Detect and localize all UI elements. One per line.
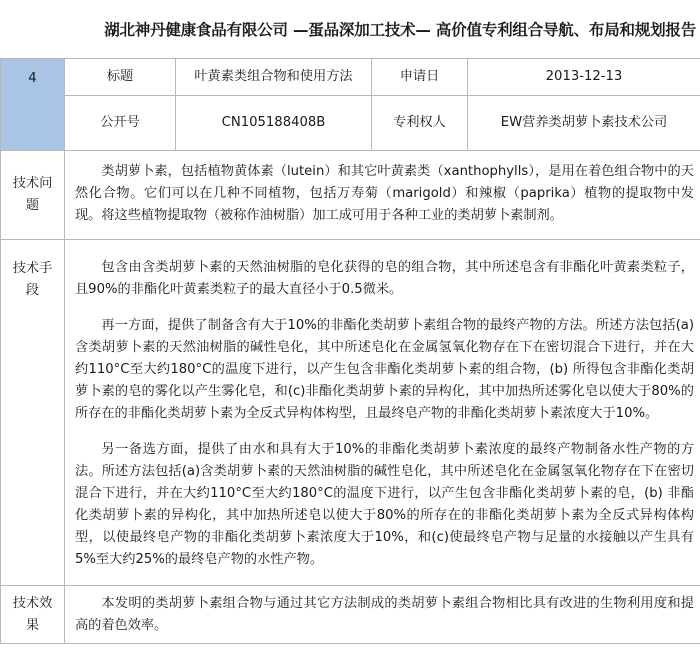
means-paragraph-1: 包含由含类胡萝卜素的天然油树脂的皂化获得的皂的组合物，其中所述皂含有非酯化叶黄素类粒子，且90%的非酯化叶黄素类粒子的最大直径小于0.5微米。 xyxy=(75,260,694,297)
date-value: 2013-12-13 xyxy=(468,59,700,96)
problem-label: 技术问题 xyxy=(1,151,65,240)
report-header xyxy=(0,0,700,58)
table-row-publication xyxy=(1,96,700,151)
report-title: 湖北神丹健康食品有限公司 —蛋品深加工技术— 高价值专利组合导航、布局和规划报告 xyxy=(104,21,696,39)
problem-content xyxy=(65,151,700,240)
effect-label: 技术效果 xyxy=(1,586,65,644)
holder-value: EW营养类胡萝卜素技术公司 xyxy=(468,96,700,151)
holder-label: 专利权人 xyxy=(372,96,468,151)
table-row-title xyxy=(1,59,700,96)
means-content xyxy=(65,240,700,586)
table-row-means xyxy=(1,240,700,586)
title-value: 叶黄素类组合物和使用方法 xyxy=(176,59,372,96)
pub-value: CN105188408B xyxy=(176,96,372,151)
problem-text: 类胡萝卜素，包括植物黄体素（lutein）和其它叶黄素类（xanthophylls），是用在着色组合物中的天然化合物。它们可以在几种不同植物，包括万寿菊（marigold）和辣椒（paprika）植物的提取物中发现。将这些植物提取物（被称作油树脂）加工成可用于各种工业的类胡萝卜素制剂。 xyxy=(75,164,694,223)
means-label: 技术手段 xyxy=(1,240,65,586)
patent-table xyxy=(0,58,700,644)
effect-content xyxy=(65,586,700,644)
pub-label: 公开号 xyxy=(65,96,176,151)
table-row-problem xyxy=(1,151,700,240)
table-row-effect xyxy=(1,586,700,644)
means-paragraph-3: 另一备选方面，提供了由水和具有大于10%的非酯化类胡萝卜素浓度的最终产物制备水性产物的方法。所述方法包括(a)含类胡萝卜素的天然油树脂的碱性皂化，其中所述皂化在金属氢氧化物存在下在密切混合下进行，并在大约110°C至大约180°C的温度下进行，以产生包含非酯化类胡萝卜素的皂，(b) 非酯化类胡萝卜素的异构化，其中加热所述皂以使大于80%的所存在的非酯化类胡萝卜素为全反式异构体构型，以使最终皂产物的非酯化类胡萝卜素浓度大于10%，和(c)使最终皂产物与足量的水接触以产生具有5%至大约25%的最终皂产物的水性产物。 xyxy=(75,442,694,567)
title-label: 标题 xyxy=(65,59,176,96)
record-number: 4 xyxy=(1,59,65,151)
date-label: 申请日 xyxy=(372,59,468,96)
effect-text: 本发明的类胡萝卜素组合物与通过其它方法制成的类胡萝卜素组合物相比具有改进的生物利用度和提高的着色效率。 xyxy=(75,596,694,633)
means-paragraph-2: 再一方面，提供了制备含有大于10%的非酯化类胡萝卜素组合物的最终产物的方法。所述方法包括(a) 含类胡萝卜素的天然油树脂的碱性皂化，其中所述皂化在金属氢氧化物存在下在密切混合下进行，并在大约110°C至大约180°C的温度下进行，以产生包含非酯化类胡萝卜素的组合物，(b) 所得包含非酯化类胡萝卜素的皂的雾化以产生雾化皂，和(c)非酯化类胡萝卜素的异构化，其中加热所述雾化皂以使大于80%的所存在的非酯化类胡萝卜素为全反式异构体构型，且最终皂产物的非酯化类胡萝卜素浓度大于10%。 xyxy=(75,318,694,421)
